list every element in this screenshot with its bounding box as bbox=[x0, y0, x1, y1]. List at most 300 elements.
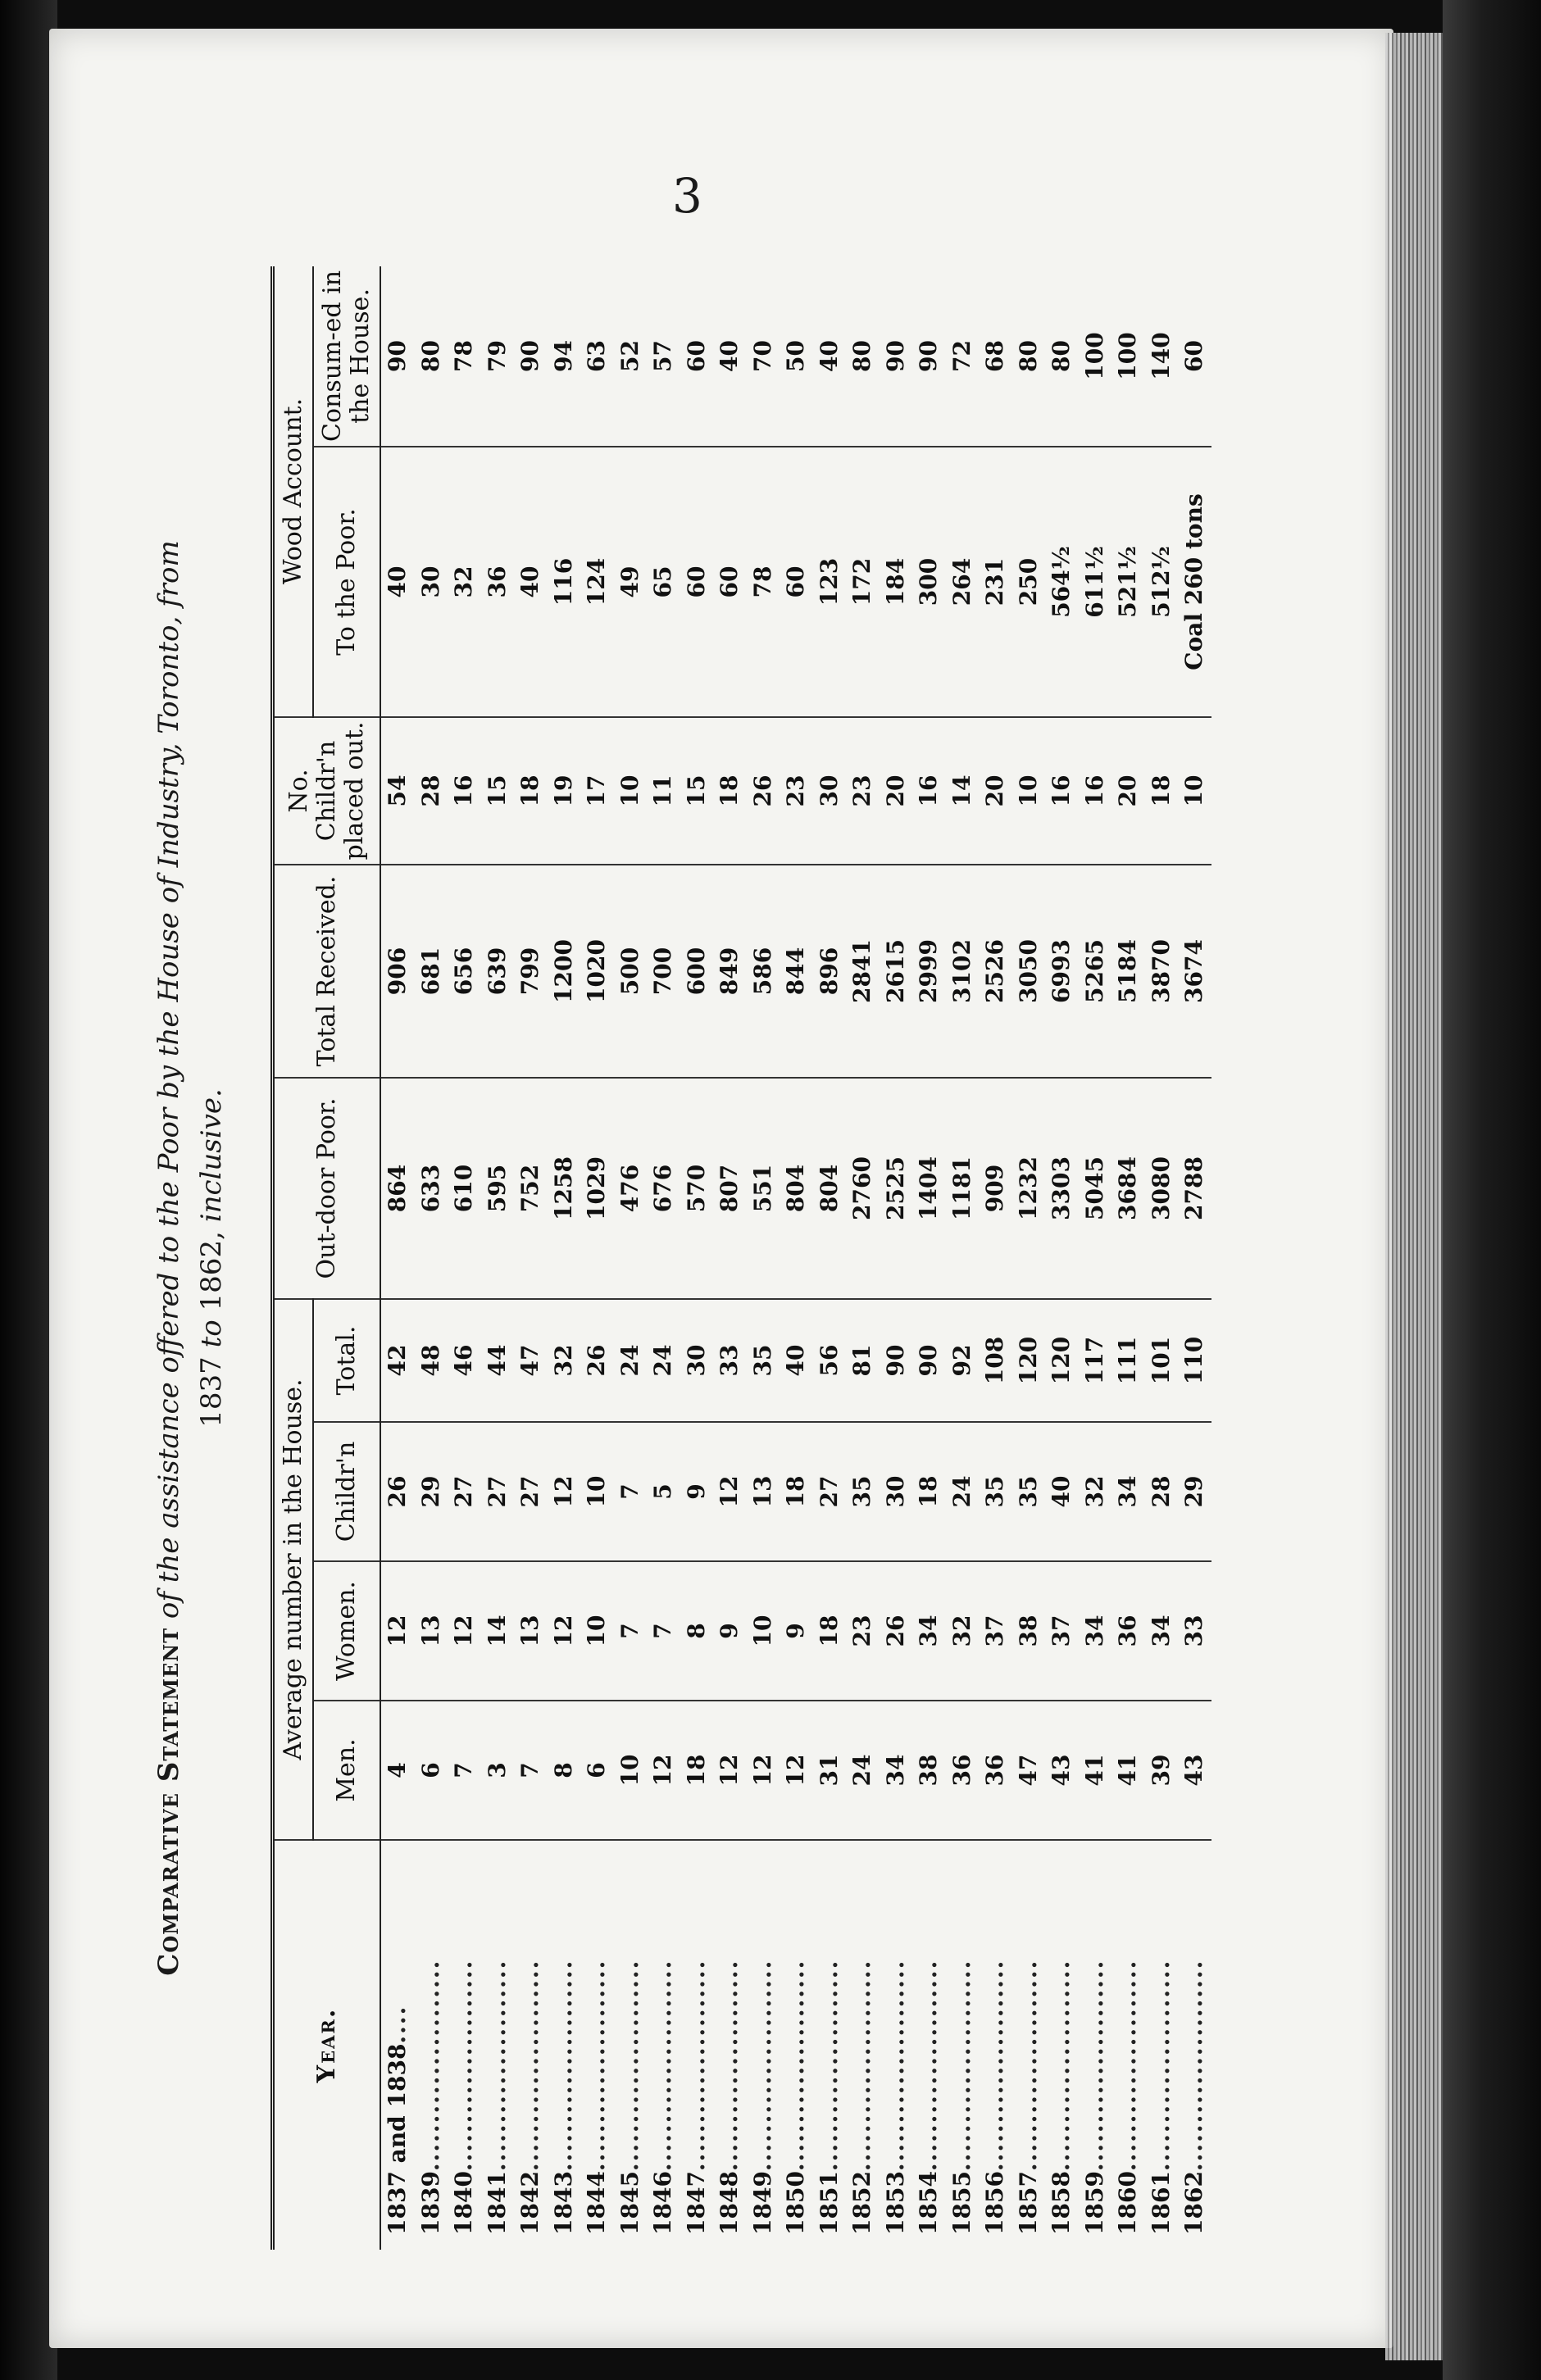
cell-received: 799 bbox=[514, 865, 548, 1078]
cell-total: 56 bbox=[813, 1299, 847, 1422]
cell-children: 29 bbox=[1178, 1422, 1211, 1561]
scan-frame-right bbox=[1443, 0, 1541, 2380]
cell-placed: 10 bbox=[614, 717, 648, 865]
cell-to-poor: 60 bbox=[680, 447, 714, 717]
table-row bbox=[846, 266, 880, 2250]
cell-year bbox=[647, 1840, 680, 2250]
cell-placed: 20 bbox=[979, 717, 1012, 865]
year-label: 1855 bbox=[948, 2171, 975, 2235]
table-row bbox=[713, 266, 747, 2250]
cell-total: 101 bbox=[1145, 1299, 1179, 1422]
year-label: 1844 bbox=[583, 2171, 610, 2235]
cell-placed: 15 bbox=[481, 717, 515, 865]
cell-women: 34 bbox=[912, 1561, 946, 1701]
cell-children: 5 bbox=[647, 1422, 680, 1561]
cell-to-poor: 172 bbox=[846, 447, 880, 717]
cell-year bbox=[1079, 1840, 1112, 2250]
leader-dots: ...................... bbox=[682, 1959, 710, 2172]
cell-total: 120 bbox=[1012, 1299, 1046, 1422]
cell-outdoor: 864 bbox=[380, 1078, 415, 1299]
cell-to-poor: 36 bbox=[481, 447, 515, 717]
table-row bbox=[912, 266, 946, 2250]
cell-to-poor: 564½ bbox=[1045, 447, 1079, 717]
statistics-table bbox=[270, 266, 1211, 2250]
year-label: 1842 bbox=[516, 2171, 543, 2235]
cell-women: 12 bbox=[380, 1561, 415, 1701]
table-row bbox=[647, 266, 680, 2250]
cell-women: 13 bbox=[415, 1561, 448, 1701]
cell-outdoor: 570 bbox=[680, 1078, 714, 1299]
cell-women: 37 bbox=[1045, 1561, 1079, 1701]
cell-outdoor: 5045 bbox=[1079, 1078, 1112, 1299]
cell-children: 34 bbox=[1111, 1422, 1145, 1561]
cell-to-poor: 184 bbox=[880, 447, 913, 717]
cell-consumed: 52 bbox=[614, 266, 648, 447]
year-label: 1839 bbox=[416, 2171, 444, 2235]
cell-placed: 15 bbox=[680, 717, 714, 865]
cell-outdoor: 595 bbox=[481, 1078, 515, 1299]
cell-men: 12 bbox=[747, 1701, 780, 1840]
title-line-2 bbox=[190, 266, 233, 2250]
header-outdoor-poor: Out-door Poor. bbox=[273, 1078, 381, 1299]
cell-consumed: 57 bbox=[647, 266, 680, 447]
cell-outdoor: 676 bbox=[647, 1078, 680, 1299]
table-row bbox=[979, 266, 1012, 2250]
cell-women: 23 bbox=[846, 1561, 880, 1701]
header-men: Men. bbox=[313, 1701, 380, 1840]
year-label: 1860 bbox=[1114, 2171, 1141, 2235]
table-row bbox=[946, 266, 980, 2250]
cell-placed: 26 bbox=[747, 717, 780, 865]
leader-dots: ...................... bbox=[782, 1959, 809, 2172]
cell-men: 8 bbox=[548, 1701, 581, 1840]
cell-year bbox=[481, 1840, 515, 2250]
cell-total: 35 bbox=[747, 1299, 780, 1422]
cell-year bbox=[1045, 1840, 1079, 2250]
cell-received: 681 bbox=[415, 865, 448, 1078]
cell-consumed: 68 bbox=[979, 266, 1012, 447]
cell-consumed: 80 bbox=[1012, 266, 1046, 447]
cell-men: 36 bbox=[946, 1701, 980, 1840]
cell-outdoor: 3303 bbox=[1045, 1078, 1079, 1299]
cell-to-poor: 65 bbox=[647, 447, 680, 717]
cell-year bbox=[1111, 1840, 1145, 2250]
statement-title bbox=[148, 266, 233, 2250]
cell-year bbox=[448, 1840, 481, 2250]
title-year-start: 1837 bbox=[195, 1356, 228, 1428]
cell-consumed: 90 bbox=[912, 266, 946, 447]
cell-consumed: 72 bbox=[946, 266, 980, 447]
year-label: 1858 bbox=[1048, 2171, 1075, 2235]
table-row bbox=[415, 266, 448, 2250]
cell-total: 26 bbox=[580, 1299, 614, 1422]
cell-placed: 28 bbox=[415, 717, 448, 865]
cell-outdoor: 752 bbox=[514, 1078, 548, 1299]
cell-to-poor: 40 bbox=[380, 447, 415, 717]
header-women: Women. bbox=[313, 1561, 380, 1701]
cell-year bbox=[912, 1840, 946, 2250]
title-italic: of the assistance offered to the Poor by the House of Industry, Toronto, from bbox=[152, 540, 185, 1619]
leader-dots: ...................... bbox=[549, 1959, 577, 2172]
year-label: 1851 bbox=[815, 2171, 843, 2235]
cell-total: 81 bbox=[846, 1299, 880, 1422]
cell-placed: 17 bbox=[580, 717, 614, 865]
leader-dots: ...................... bbox=[1048, 1959, 1075, 2172]
cell-placed: 30 bbox=[813, 717, 847, 865]
cell-placed: 18 bbox=[1145, 717, 1179, 865]
cell-women: 7 bbox=[614, 1561, 648, 1701]
cell-year bbox=[780, 1840, 813, 2250]
cell-outdoor: 633 bbox=[415, 1078, 448, 1299]
cell-to-poor: 512½ bbox=[1145, 447, 1179, 717]
header-to-the-poor: To the Poor. bbox=[313, 447, 380, 717]
cell-outdoor: 807 bbox=[713, 1078, 747, 1299]
cell-received: 639 bbox=[481, 865, 515, 1078]
cell-to-poor: 124 bbox=[580, 447, 614, 717]
table-row bbox=[1079, 266, 1112, 2250]
page-number: 3 bbox=[672, 168, 702, 224]
cell-outdoor: 1258 bbox=[548, 1078, 581, 1299]
cell-received: 5265 bbox=[1079, 865, 1112, 1078]
year-label: 1841 bbox=[483, 2171, 511, 2235]
cell-children: 9 bbox=[680, 1422, 714, 1561]
cell-year bbox=[813, 1840, 847, 2250]
year-label: 1847 bbox=[682, 2171, 710, 2235]
cell-children: 27 bbox=[813, 1422, 847, 1561]
cell-men: 39 bbox=[1145, 1701, 1179, 1840]
cell-received: 896 bbox=[813, 865, 847, 1078]
cell-women: 8 bbox=[680, 1561, 714, 1701]
cell-men: 41 bbox=[1111, 1701, 1145, 1840]
cell-placed: 20 bbox=[880, 717, 913, 865]
cell-received: 656 bbox=[448, 865, 481, 1078]
cell-consumed: 40 bbox=[713, 266, 747, 447]
header-year: Year. bbox=[273, 1840, 381, 2250]
cell-received: 906 bbox=[380, 865, 415, 1078]
cell-outdoor: 1029 bbox=[580, 1078, 614, 1299]
header-wood-account: Wood Account. bbox=[273, 266, 314, 717]
cell-received: 586 bbox=[747, 865, 780, 1078]
year-label: 1837 and 1838 bbox=[384, 2043, 411, 2235]
cell-to-poor: 231 bbox=[979, 447, 1012, 717]
cell-received: 2999 bbox=[912, 865, 946, 1078]
cell-received: 2841 bbox=[846, 865, 880, 1078]
year-label: 1846 bbox=[649, 2171, 676, 2235]
cell-year bbox=[846, 1840, 880, 2250]
leader-dots: ...................... bbox=[583, 1959, 610, 2172]
table-body bbox=[380, 266, 1211, 2250]
leader-dots: ...................... bbox=[416, 1959, 444, 2172]
leader-dots: ...................... bbox=[1014, 1959, 1042, 2172]
cell-to-poor: 78 bbox=[747, 447, 780, 717]
cell-placed: 23 bbox=[846, 717, 880, 865]
cell-women: 38 bbox=[1012, 1561, 1046, 1701]
cell-men: 24 bbox=[846, 1701, 880, 1840]
cell-children: 29 bbox=[415, 1422, 448, 1561]
cell-year bbox=[548, 1840, 581, 2250]
cell-year bbox=[979, 1840, 1012, 2250]
table-row bbox=[813, 266, 847, 2250]
table-row bbox=[614, 266, 648, 2250]
cell-total: 40 bbox=[780, 1299, 813, 1422]
cell-total: 47 bbox=[514, 1299, 548, 1422]
cell-to-poor: 300 bbox=[912, 447, 946, 717]
cell-total: 46 bbox=[448, 1299, 481, 1422]
cell-total: 110 bbox=[1178, 1299, 1211, 1422]
table-row bbox=[1045, 266, 1079, 2250]
cell-women: 12 bbox=[548, 1561, 581, 1701]
cell-women: 34 bbox=[1145, 1561, 1179, 1701]
cell-year bbox=[946, 1840, 980, 2250]
header-children-placed: No. Childr'n placed out. bbox=[273, 717, 381, 865]
cell-children: 30 bbox=[880, 1422, 913, 1561]
year-label: 1853 bbox=[881, 2171, 909, 2235]
cell-men: 47 bbox=[1012, 1701, 1046, 1840]
cell-outdoor: 610 bbox=[448, 1078, 481, 1299]
table-row bbox=[880, 266, 913, 2250]
cell-men: 38 bbox=[912, 1701, 946, 1840]
cell-consumed: 50 bbox=[780, 266, 813, 447]
year-label: 1854 bbox=[915, 2171, 942, 2235]
cell-women: 34 bbox=[1079, 1561, 1112, 1701]
leader-dots: ...................... bbox=[1080, 1959, 1108, 2172]
year-label: 1840 bbox=[450, 2171, 477, 2235]
cell-consumed: 80 bbox=[1045, 266, 1079, 447]
cell-women: 33 bbox=[1178, 1561, 1211, 1701]
cell-received: 1200 bbox=[548, 865, 581, 1078]
cell-outdoor: 1181 bbox=[946, 1078, 980, 1299]
table-row bbox=[1012, 266, 1046, 2250]
title-inclusive: inclusive. bbox=[195, 1088, 228, 1223]
cell-men: 12 bbox=[780, 1701, 813, 1840]
year-label: 1850 bbox=[782, 2171, 809, 2235]
table-row bbox=[1111, 266, 1145, 2250]
cell-to-poor: 30 bbox=[415, 447, 448, 717]
cell-women: 9 bbox=[780, 1561, 813, 1701]
table-row bbox=[747, 266, 780, 2250]
cell-placed: 16 bbox=[448, 717, 481, 865]
cell-to-poor: Coal 260 tons bbox=[1178, 447, 1211, 717]
year-label: 1852 bbox=[848, 2171, 875, 2235]
cell-total: 32 bbox=[548, 1299, 581, 1422]
cell-placed: 16 bbox=[1079, 717, 1112, 865]
cell-consumed: 79 bbox=[481, 266, 515, 447]
cell-total: 117 bbox=[1079, 1299, 1112, 1422]
cell-consumed: 90 bbox=[514, 266, 548, 447]
cell-outdoor: 1404 bbox=[912, 1078, 946, 1299]
cell-women: 26 bbox=[880, 1561, 913, 1701]
leader-dots: ...................... bbox=[815, 1959, 843, 2172]
cell-received: 2526 bbox=[979, 865, 1012, 1078]
cell-placed: 14 bbox=[946, 717, 980, 865]
cell-received: 500 bbox=[614, 865, 648, 1078]
cell-children: 18 bbox=[780, 1422, 813, 1561]
cell-men: 43 bbox=[1178, 1701, 1211, 1840]
cell-to-poor: 611½ bbox=[1079, 447, 1112, 717]
cell-received: 1020 bbox=[580, 865, 614, 1078]
header-total: Total. bbox=[313, 1299, 380, 1422]
table-row bbox=[380, 266, 415, 2250]
cell-year bbox=[747, 1840, 780, 2250]
leader-dots: ...................... bbox=[981, 1959, 1008, 2172]
cell-placed: 16 bbox=[912, 717, 946, 865]
leader-dots: ...................... bbox=[881, 1959, 909, 2172]
cell-received: 5184 bbox=[1111, 865, 1145, 1078]
leader-dots: ...................... bbox=[915, 1959, 942, 2172]
header-total-received: Total Received. bbox=[273, 865, 381, 1078]
cell-outdoor: 804 bbox=[813, 1078, 847, 1299]
cell-women: 32 bbox=[946, 1561, 980, 1701]
leader-dots: ...................... bbox=[1180, 1959, 1207, 2172]
cell-received: 3050 bbox=[1012, 865, 1046, 1078]
cell-outdoor: 476 bbox=[614, 1078, 648, 1299]
table-row bbox=[481, 266, 515, 2250]
cell-children: 35 bbox=[1012, 1422, 1046, 1561]
cell-received: 3102 bbox=[946, 865, 980, 1078]
cell-received: 3870 bbox=[1145, 865, 1179, 1078]
leader-dots: ...................... bbox=[616, 1959, 643, 2172]
cell-consumed: 100 bbox=[1079, 266, 1112, 447]
cell-children: 24 bbox=[946, 1422, 980, 1561]
cell-men: 41 bbox=[1079, 1701, 1112, 1840]
cell-women: 13 bbox=[514, 1561, 548, 1701]
cell-to-poor: 60 bbox=[713, 447, 747, 717]
title-line-1 bbox=[148, 266, 190, 2250]
cell-year bbox=[580, 1840, 614, 2250]
cell-placed: 18 bbox=[713, 717, 747, 865]
table-row bbox=[580, 266, 614, 2250]
year-label: 1848 bbox=[716, 2171, 743, 2235]
cell-placed: 11 bbox=[647, 717, 680, 865]
cell-year bbox=[1178, 1840, 1211, 2250]
cell-year bbox=[880, 1840, 913, 2250]
cell-consumed: 140 bbox=[1145, 266, 1179, 447]
cell-men: 12 bbox=[713, 1701, 747, 1840]
cell-year bbox=[1012, 1840, 1046, 2250]
cell-outdoor: 3080 bbox=[1145, 1078, 1179, 1299]
cell-children: 10 bbox=[580, 1422, 614, 1561]
cell-consumed: 60 bbox=[680, 266, 714, 447]
cell-received: 600 bbox=[680, 865, 714, 1078]
table-row bbox=[1145, 266, 1179, 2250]
cell-consumed: 90 bbox=[380, 266, 415, 447]
table-row bbox=[1178, 266, 1211, 2250]
cell-year bbox=[514, 1840, 548, 2250]
cell-total: 24 bbox=[647, 1299, 680, 1422]
leader-dots: ...................... bbox=[748, 1959, 776, 2172]
cell-outdoor: 804 bbox=[780, 1078, 813, 1299]
year-label: 1845 bbox=[616, 2171, 643, 2235]
cell-total: 42 bbox=[380, 1299, 415, 1422]
cell-total: 108 bbox=[979, 1299, 1012, 1422]
header-average-number: Average number in the House. bbox=[273, 1299, 314, 1840]
cell-men: 43 bbox=[1045, 1701, 1079, 1840]
cell-women: 18 bbox=[813, 1561, 847, 1701]
cell-consumed: 78 bbox=[448, 266, 481, 447]
cell-received: 844 bbox=[780, 865, 813, 1078]
cell-men: 12 bbox=[647, 1701, 680, 1840]
cell-women: 12 bbox=[448, 1561, 481, 1701]
header-consumed-in-house: Consum-ed in the House. bbox=[313, 266, 380, 447]
table-row bbox=[448, 266, 481, 2250]
year-label: 1862 bbox=[1180, 2171, 1207, 2235]
cell-to-poor: 250 bbox=[1012, 447, 1046, 717]
year-label: 1843 bbox=[549, 2171, 577, 2235]
cell-year bbox=[680, 1840, 714, 2250]
cell-women: 7 bbox=[647, 1561, 680, 1701]
cell-women: 36 bbox=[1111, 1561, 1145, 1701]
cell-men: 3 bbox=[481, 1701, 515, 1840]
table-row bbox=[780, 266, 813, 2250]
cell-total: 120 bbox=[1045, 1299, 1079, 1422]
table-row bbox=[680, 266, 714, 2250]
year-label: 1857 bbox=[1014, 2171, 1042, 2235]
title-to: to bbox=[195, 1319, 228, 1348]
cell-total: 92 bbox=[946, 1299, 980, 1422]
cell-received: 6993 bbox=[1045, 865, 1079, 1078]
cell-total: 24 bbox=[614, 1299, 648, 1422]
table-row bbox=[548, 266, 581, 2250]
cell-placed: 19 bbox=[548, 717, 581, 865]
year-label: 1849 bbox=[748, 2171, 776, 2235]
cell-to-poor: 32 bbox=[448, 447, 481, 717]
leader-dots: ...................... bbox=[848, 1959, 875, 2172]
cell-men: 7 bbox=[514, 1701, 548, 1840]
cell-consumed: 100 bbox=[1111, 266, 1145, 447]
cell-received: 3674 bbox=[1178, 865, 1211, 1078]
cell-men: 6 bbox=[580, 1701, 614, 1840]
cell-women: 14 bbox=[481, 1561, 515, 1701]
cell-consumed: 63 bbox=[580, 266, 614, 447]
year-label: 1856 bbox=[981, 2171, 1008, 2235]
cell-children: 18 bbox=[912, 1422, 946, 1561]
cell-consumed: 90 bbox=[880, 266, 913, 447]
leader-dots: .... bbox=[384, 2005, 411, 2044]
header-children: Childr'n bbox=[313, 1422, 380, 1561]
cell-consumed: 80 bbox=[846, 266, 880, 447]
cell-consumed: 70 bbox=[747, 266, 780, 447]
cell-men: 34 bbox=[880, 1701, 913, 1840]
cell-to-poor: 116 bbox=[548, 447, 581, 717]
cell-outdoor: 2760 bbox=[846, 1078, 880, 1299]
leader-dots: ...................... bbox=[1147, 1959, 1175, 2172]
rotated-statement bbox=[148, 266, 1303, 2250]
cell-men: 18 bbox=[680, 1701, 714, 1840]
cell-received: 700 bbox=[647, 865, 680, 1078]
cell-total: 90 bbox=[912, 1299, 946, 1422]
cell-consumed: 40 bbox=[813, 266, 847, 447]
cell-to-poor: 49 bbox=[614, 447, 648, 717]
cell-outdoor: 2788 bbox=[1178, 1078, 1211, 1299]
cell-placed: 20 bbox=[1111, 717, 1145, 865]
leader-dots: ...................... bbox=[649, 1959, 676, 2172]
cell-children: 27 bbox=[481, 1422, 515, 1561]
leader-dots: ...................... bbox=[948, 1959, 975, 2172]
cell-to-poor: 264 bbox=[946, 447, 980, 717]
cell-men: 4 bbox=[380, 1701, 415, 1840]
cell-received: 849 bbox=[713, 865, 747, 1078]
title-smallcaps: Comparative Statement bbox=[152, 1627, 185, 1976]
cell-women: 10 bbox=[580, 1561, 614, 1701]
cell-to-poor: 40 bbox=[514, 447, 548, 717]
cell-placed: 16 bbox=[1045, 717, 1079, 865]
cell-placed: 10 bbox=[1178, 717, 1211, 865]
cell-outdoor: 909 bbox=[979, 1078, 1012, 1299]
cell-year bbox=[614, 1840, 648, 2250]
cell-to-poor: 123 bbox=[813, 447, 847, 717]
cell-children: 32 bbox=[1079, 1422, 1112, 1561]
cell-men: 31 bbox=[813, 1701, 847, 1840]
